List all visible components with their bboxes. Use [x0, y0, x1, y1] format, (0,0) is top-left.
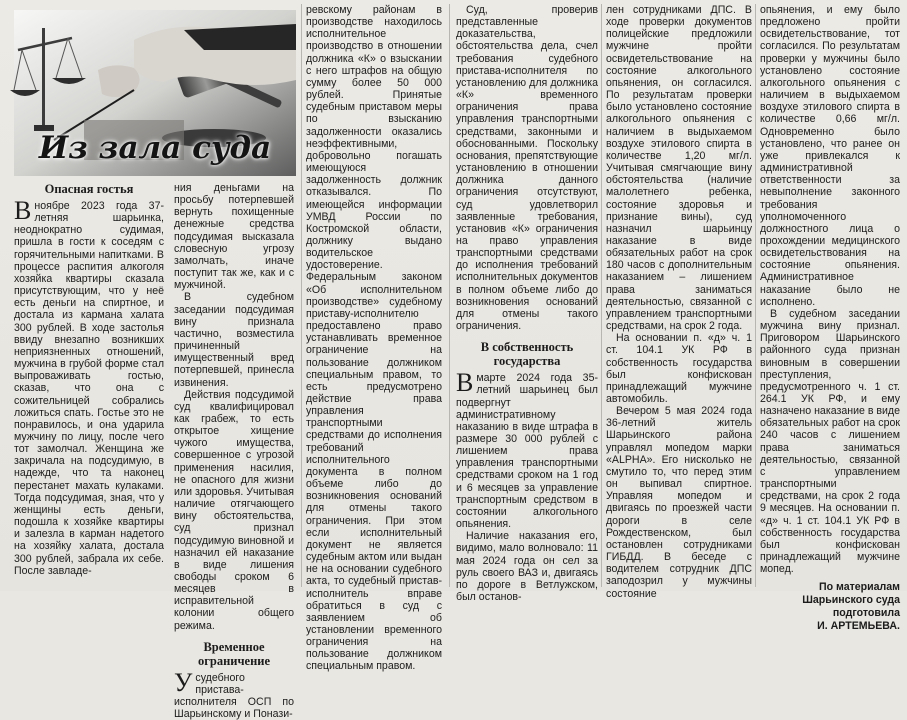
paragraph-text: судебного пристава-исполнителя ОСП по Шарьинскому и Понази- — [174, 671, 294, 720]
article-paragraph: Суд, проверив представленные доказательства, обстоятельства дела, счел требования судебного пристава-исполнителя по установлению для должника «К» временного ограничения права управления транспортными средствами, законными и обоснованными. Поскольку основания, препятствующие установлению в отношении должника данного ограничения отсутствуют, суд удовлетворил заявленные требования, установив «К» ограничения на право управления транспортными средствами до исполнения требований исполнительных документов в полном объеме либо до возникновения оснований для отмены такого ограничения. — [456, 4, 598, 333]
hero-illustration — [14, 10, 296, 176]
article-column-2 — [174, 182, 294, 720]
column-divider — [601, 4, 602, 587]
byline — [760, 581, 900, 633]
article-paragraph: лен сотрудниками ДПС. В ходе проверки документов полицейские предложили мужчине пройти освидетельствование на состояние алкогольного опьянения, он согласился. По результатам проверки было установлено состояние алкогольного опьянения с наличием в выдыхаемом воздухе этилового спирта в количестве 1,20 мг/л. Учитывая смягчающие вину обстоятельства (наличие малолетнего ребенка, состояние здоровья и признание вины), суд назначил шарьинцу наказание в виде обязательных работ на срок 180 часов с дополнительным наказанием – лишением права заниматься деятельностью, связанной с управлением транспортными средствами, на срок 2 года. — [606, 4, 752, 333]
paragraph-text: ноябре 2023 года 37-летняя шарьинка, неоднократно судимая, пришла в гости к соседям с горячительными напитками. В процессе распития алкоголя хозяйка квартиры сказала присутствующим, что у неё есть деньги на спиртное, и достала из кармана халата 300 рублей. В ходе застолья ввиду внезапно возникших неприязненных отношений, мужчина в грубой форме стал выпроваживать гостью, сказав, что она с сожительницей собрались ложиться спать. Гостье это не понравилось, и она ударила мужчину по лицу, после чего тот замолчал. Женщина же закричала на подсудимую, в надежде, что та наконец перестанет махать кулаками. Тогда подсудимая, зная, что у женщины есть деньги, подошла к хозяйке квартиры и залезла в карман надетого на хозяйку халата, достала 300 рублей, забрала их себе. После завладе- — [14, 200, 164, 577]
article-paragraph: опьянения, и ему было предложено пройти освидетельствование, тот согласился. По результатам проверки у мужчины было установлено состояние алкогольного опьянения с наличием в выдыхаемом воздухе этилового спирта в количестве 0,66 мг/л. Одновременно было установлено, что ранее он уже привлекался к административной ответственности за невыполнение законного требования уполномоченного должностного лица о прохождении медицинского освидетельствования на состояние опьянения. Административное наказание было не исполнено. — [760, 4, 900, 308]
article-column-4 — [456, 4, 598, 603]
column-divider — [449, 4, 450, 587]
article-paragraph: ревскому районам в производстве находилось исполнительное производство в отношении должника «К» о взыскании с него штрафов на общую сумму более 50 000 рублей. Принятые судебным приставом меры по взысканию задолженности оказались неэффективными, добровольно погашать имеющуюся задолженность должник отказывался. По имеющейся информации УМВД России по Костромской области, должнику выдано водительское удостоверение. Федеральным законом «Об исполнительном производстве» судебному приставу-исполнителю предоставлено право устанавливать временное ограничение на пользование должником специальным правом, то есть предусмотрено действие права управления транспортными средствами до исполнения требований исполнительного документа в полном объеме либо до возникновения оснований для отмены такого ограничения. При этом если исполнительный документ не является судебным актом или выдан не на основании судебного акта, то судебный пристав-исполнитель вправе обратиться в суд с заявлением об установлении временного ограничения на пользование должником специальным правом. — [306, 4, 442, 673]
section-title: Из зала суда — [38, 130, 272, 166]
article-heading: Временное ограничение — [197, 639, 271, 668]
article-paragraph: Действия подсудимой суд квалифицировал как грабеж, то есть открытое хищение чужого имущества, совершенное с угрозой применения насилия, не опасного для жизни или здоровья. Учитывая наличие отягчающего вину обстоятельства, суд признал подсудимую виновной и назначил ей наказание в виде лишения свободы сроком 6 месяцев в исправительной колонии общего режима. — [174, 388, 294, 632]
article-heading: Опасная гостья — [44, 182, 134, 196]
article-paragraph — [14, 196, 164, 577]
column-divider — [301, 4, 302, 587]
drop-cap: В — [456, 368, 474, 398]
byline-line: По материалам — [818, 581, 900, 594]
byline-line: Шарьинского суда — [802, 594, 900, 607]
article-paragraph: Наличие наказания его, видимо, мало волновало: 11 мая 2024 года он сел за руль своего ВАЗ и, двигаясь по дороге в Ветлужском, был останов- — [456, 530, 598, 604]
article-column-6 — [760, 4, 900, 633]
article-paragraph: Вечером 5 мая 2024 года 36-летний житель Шарьинского района управлял мопедом марки «ALPHA». Его нисколько не смутило то, что перед этим он выпивал спиртное. Управляя мопедом и двигаясь по проезжей части дороги в селе Рождественском, был остановлен сотрудниками ГИБДД. В беседе с водителем сотрудник ДПС заподозрил у мужчины состояние — [606, 405, 752, 600]
byline-author: И. АРТЕМЬЕВА. — [817, 620, 900, 633]
drop-cap: В — [14, 196, 32, 225]
drop-cap: У — [174, 667, 193, 697]
column-divider — [755, 4, 756, 587]
byline-line: подготовила — [832, 607, 900, 620]
article-paragraph — [174, 667, 294, 720]
article-paragraph — [456, 368, 598, 531]
paragraph-text: марте 2024 года 35-летний шарьинец был подвергнут административному наказанию в виде штрафа в размере 30 000 рублей с лишением права управления транспортными средствами сроком на 1 год и 6 месяцев за управление транспортным средством в состоянии алкогольного опьянения. — [456, 372, 598, 531]
article-paragraph: В судебном заседании мужчина вину признал. Приговором Шарьинского районного суда признан виновным в совершении преступления, предусмотренного ч. 1 ст. 264.1 УК РФ, и ему назначено наказание в виде обязательных работ на срок 240 часов с лишением права заниматься деятельностью, связанной с управлением транспортными средствами, на срок 2 года 9 месяцев. На основании п. «д» ч. 1 ст. 104.1 УК РФ в собственность государства был конфискован принадлежащий мужчине мопед. — [760, 307, 901, 576]
article-paragraph: В судебном заседании подсудимая вину признала частично, возместила причиненный имущественный вред потерпевшей, принесла извинения. — [174, 291, 294, 389]
article-paragraph: ния деньгами на просьбу потерпевшей вернуть похищенные денежные средства подсудимая высказала словесную угрозу замолчать, иначе поступит так же, как и с мужчиной. — [174, 182, 294, 292]
article-column-1 — [14, 180, 164, 577]
article-column-5 — [606, 4, 752, 600]
article-heading: В собственность государства — [480, 340, 574, 369]
article-column-3 — [306, 4, 442, 673]
article-paragraph: На основании п. «д» ч. 1 ст. 104.1 УК РФ в собственность государства был конфискован принадлежащий мужчине автомобиль. — [606, 332, 752, 405]
